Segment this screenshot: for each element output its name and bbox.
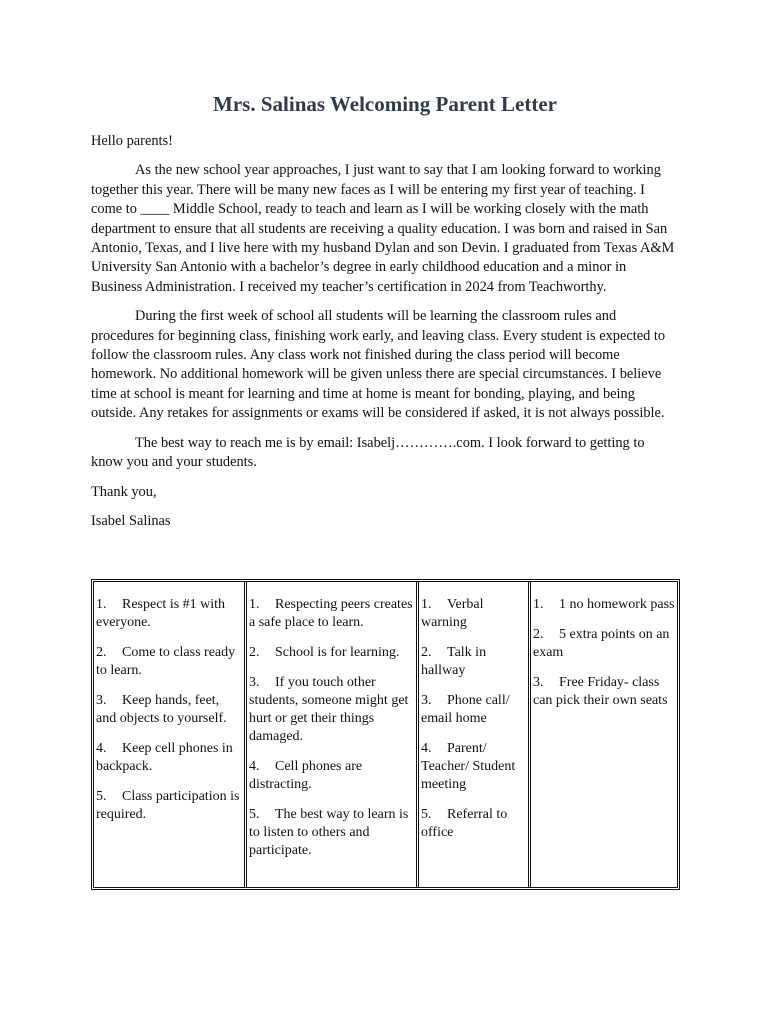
table-column-consequences bbox=[419, 582, 531, 887]
table-item: 2. Come to class ready to learn. bbox=[96, 645, 236, 678]
table-column-rewards bbox=[531, 582, 677, 887]
signature: Isabel Salinas bbox=[91, 512, 171, 529]
table-item: 2. Talk in hallway bbox=[421, 645, 487, 678]
greeting: Hello parents! bbox=[91, 133, 173, 149]
table-item: 5. The best way to learn is to listen to others and participate. bbox=[249, 807, 409, 858]
table-item: 4. Cell phones are distracting. bbox=[249, 759, 363, 792]
table-item: 3. Free Friday- class can pick their own seats bbox=[533, 675, 668, 708]
paragraph-contact: The best way to reach me is by email: Isabelj………….com. I look forward to getting to know you and your students. bbox=[91, 434, 645, 471]
table-item: 3. Keep hands, feet, and objects to yourself. bbox=[96, 693, 227, 726]
table-item: 1. Verbal warning bbox=[421, 597, 484, 630]
paragraph-rules: During the first week of school all students will be learning the classroom rules and procedures for beginning class, finishing work early, and leaving class. Every student is expected to follow the classroom rules. Any class work not finished during the class period will become homework. No additional homework will be given unless there are special circumstances. I believe time at school is meant for learning and time at home is meant for bonding, playing, and being outside. Any retakes for assignments or exams will be considered if asked, it is not always possible. bbox=[91, 308, 666, 422]
table-item: 2. 5 extra points on an exam bbox=[533, 627, 670, 660]
closing: Thank you, bbox=[91, 483, 157, 500]
table-item: 3. Phone call/ email home bbox=[421, 693, 510, 726]
table-item: 5. Class participation is required. bbox=[96, 789, 240, 822]
table-item: 5. Referral to office bbox=[421, 807, 508, 840]
table-item: 1. Respecting peers creates a safe place to learn. bbox=[249, 597, 413, 630]
rules-table bbox=[91, 579, 680, 890]
letter-body bbox=[91, 132, 679, 541]
table-item: 2. School is for learning. bbox=[249, 645, 400, 660]
table-column-reasons bbox=[247, 582, 419, 887]
table-item: 3. If you touch other students, someone might get hurt or get their things damaged. bbox=[249, 675, 409, 744]
table-item: 4. Parent/ Teacher/ Student meeting bbox=[421, 741, 516, 792]
page-title: Mrs. Salinas Welcoming Parent Letter bbox=[213, 92, 557, 116]
table-item: 1. Respect is #1 with everyone. bbox=[96, 597, 226, 630]
table-item: 4. Keep cell phones in backpack. bbox=[96, 741, 233, 774]
paragraph-intro: As the new school year approaches, I just want to say that I am looking forward to working together this year. There will be many new faces as I will be entering my first year of teaching. I come to ____ Middle School, ready to teach and learn as I will be working closely with the math department to ensure that all students are receiving a quality education. I was born and raised in San Antonio, Texas, and I live here with my husband Dylan and son Devin. I graduated from Texas A&M University San Antonio with a bachelor’s degree in early childhood education and a minor in Business Administration. I received my teacher’s certification in 2024 from Teachworthy. bbox=[91, 162, 675, 295]
table-column-rules bbox=[94, 582, 247, 887]
table-item: 1. 1 no homework pass bbox=[533, 597, 675, 612]
